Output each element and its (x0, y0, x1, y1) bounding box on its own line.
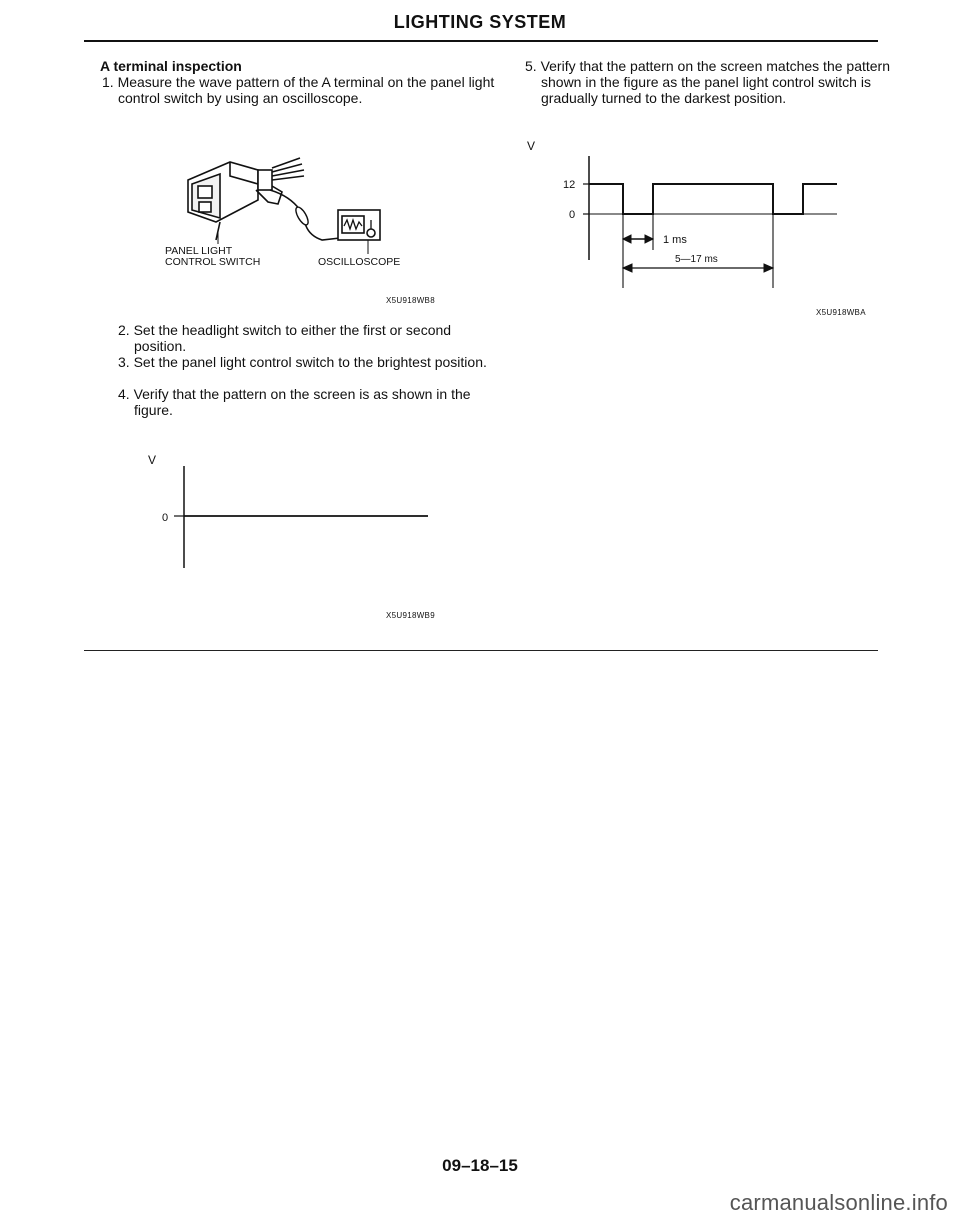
page-title: LIGHTING SYSTEM (393, 12, 567, 32)
step-4: 4. Verify that the pattern on the screen is as shown in the figure. (118, 386, 471, 418)
step-1: 1. Measure the wave pattern of the A terminal on the panel light control switch by using an oscilloscope. (102, 74, 495, 106)
figure-code: X5U918WB9 (386, 611, 435, 620)
step-2: 2. Set the headlight switch to either the first or second position. (118, 322, 452, 354)
section-divider (84, 650, 878, 651)
y-axis-label: V (148, 453, 157, 467)
period-label: 5—17 ms (675, 254, 718, 265)
y-tick-12: 12 (563, 179, 576, 191)
figure-code: X5U918WB8 (386, 296, 435, 305)
watermark: carmanualsonline.info (729, 1190, 948, 1215)
oscilloscope-icon (338, 210, 380, 240)
y-tick-zero: 0 (569, 209, 576, 221)
pulse-width-dimension (623, 235, 653, 243)
label-oscilloscope: OSCILLOSCOPE (318, 256, 401, 268)
pulse-waveform-chart (525, 138, 865, 298)
square-wave (589, 184, 837, 214)
header-rule (84, 40, 878, 42)
step-5: 5. Verify that the pattern on the screen matches the pattern shown in the figure as the panel light control switch is gradually turned to the darkest position. (525, 58, 890, 106)
label-panel-light-switch: PANEL LIGHT CONTROL SWITCH (165, 245, 261, 268)
figure-code: X5U918WBA (816, 308, 866, 317)
flat-waveform-chart (140, 444, 440, 574)
step-3: 3. Set the panel light control switch to the brightest position. (118, 354, 487, 370)
period-dimension (623, 264, 773, 272)
section-heading: A terminal inspection (100, 58, 242, 74)
panel-light-switch-drawing (188, 158, 304, 240)
y-axis-label: V (527, 139, 536, 153)
page-number: 09–18–15 (442, 1156, 518, 1175)
probe-lead (270, 190, 300, 210)
pulse-width-label: 1 ms (663, 234, 687, 246)
y-tick-zero: 0 (162, 512, 169, 524)
